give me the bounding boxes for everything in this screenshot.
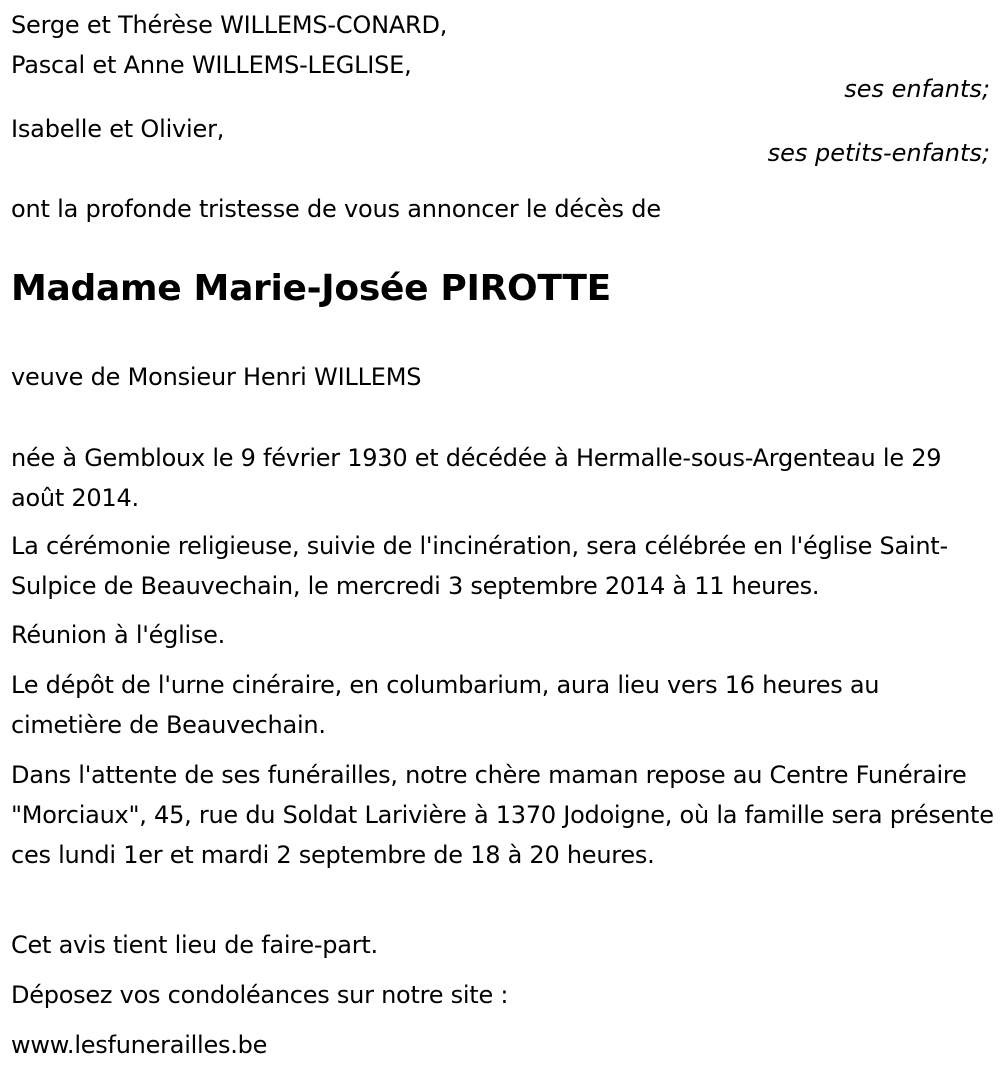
announcement-text: ont la profonde tristesse de vous annoncer le décès de: [11, 195, 661, 223]
visitation-paragraph: Dans l'attente de ses funérailles, notre chère maman repose au Centre Funéraire "Morciaux", 45, rue du Soldat Larivière à 1370 Jodoigne, où la famille sera présente ces lundi 1er et mardi 2 septembre de 18 à 20 heures.: [11, 761, 994, 869]
urn-paragraph: Le dépôt de l'urne cinéraire, en columbarium, aura lieu vers 16 heures au cimetière de Beauvechain.: [11, 671, 880, 739]
children-role: ses enfants;: [844, 75, 990, 103]
ceremony-paragraph: La cérémonie religieuse, suivie de l'incinération, sera célébrée en l'église Saint-Sulpice de Beauvechain, le mercredi 3 septembre 2014 à 11 heures.: [11, 532, 948, 600]
website-link[interactable]: www.lesfunerailles.be: [11, 1031, 268, 1059]
notice-paragraph: Cet avis tient lieu de faire-part.: [11, 931, 378, 959]
deceased-name: Madame Marie-Josée PIROTTE: [11, 268, 611, 309]
grandchildren-role: ses petits-enfants;: [767, 139, 990, 167]
meeting-paragraph: Réunion à l'église.: [11, 621, 226, 649]
children-line-1: Serge et Thérèse WILLEMS-CONARD,: [11, 11, 448, 39]
condolences-paragraph: Déposez vos condoléances sur notre site :: [11, 981, 509, 1009]
grandchildren-line: Isabelle et Olivier,: [11, 115, 225, 143]
widow-of-text: veuve de Monsieur Henri WILLEMS: [11, 363, 422, 391]
birth-death-paragraph: née à Gembloux le 9 février 1930 et décédée à Hermalle-sous-Argenteau le 29 août 2014.: [11, 444, 942, 512]
children-line-2: Pascal et Anne WILLEMS-LEGLISE,: [11, 51, 412, 79]
